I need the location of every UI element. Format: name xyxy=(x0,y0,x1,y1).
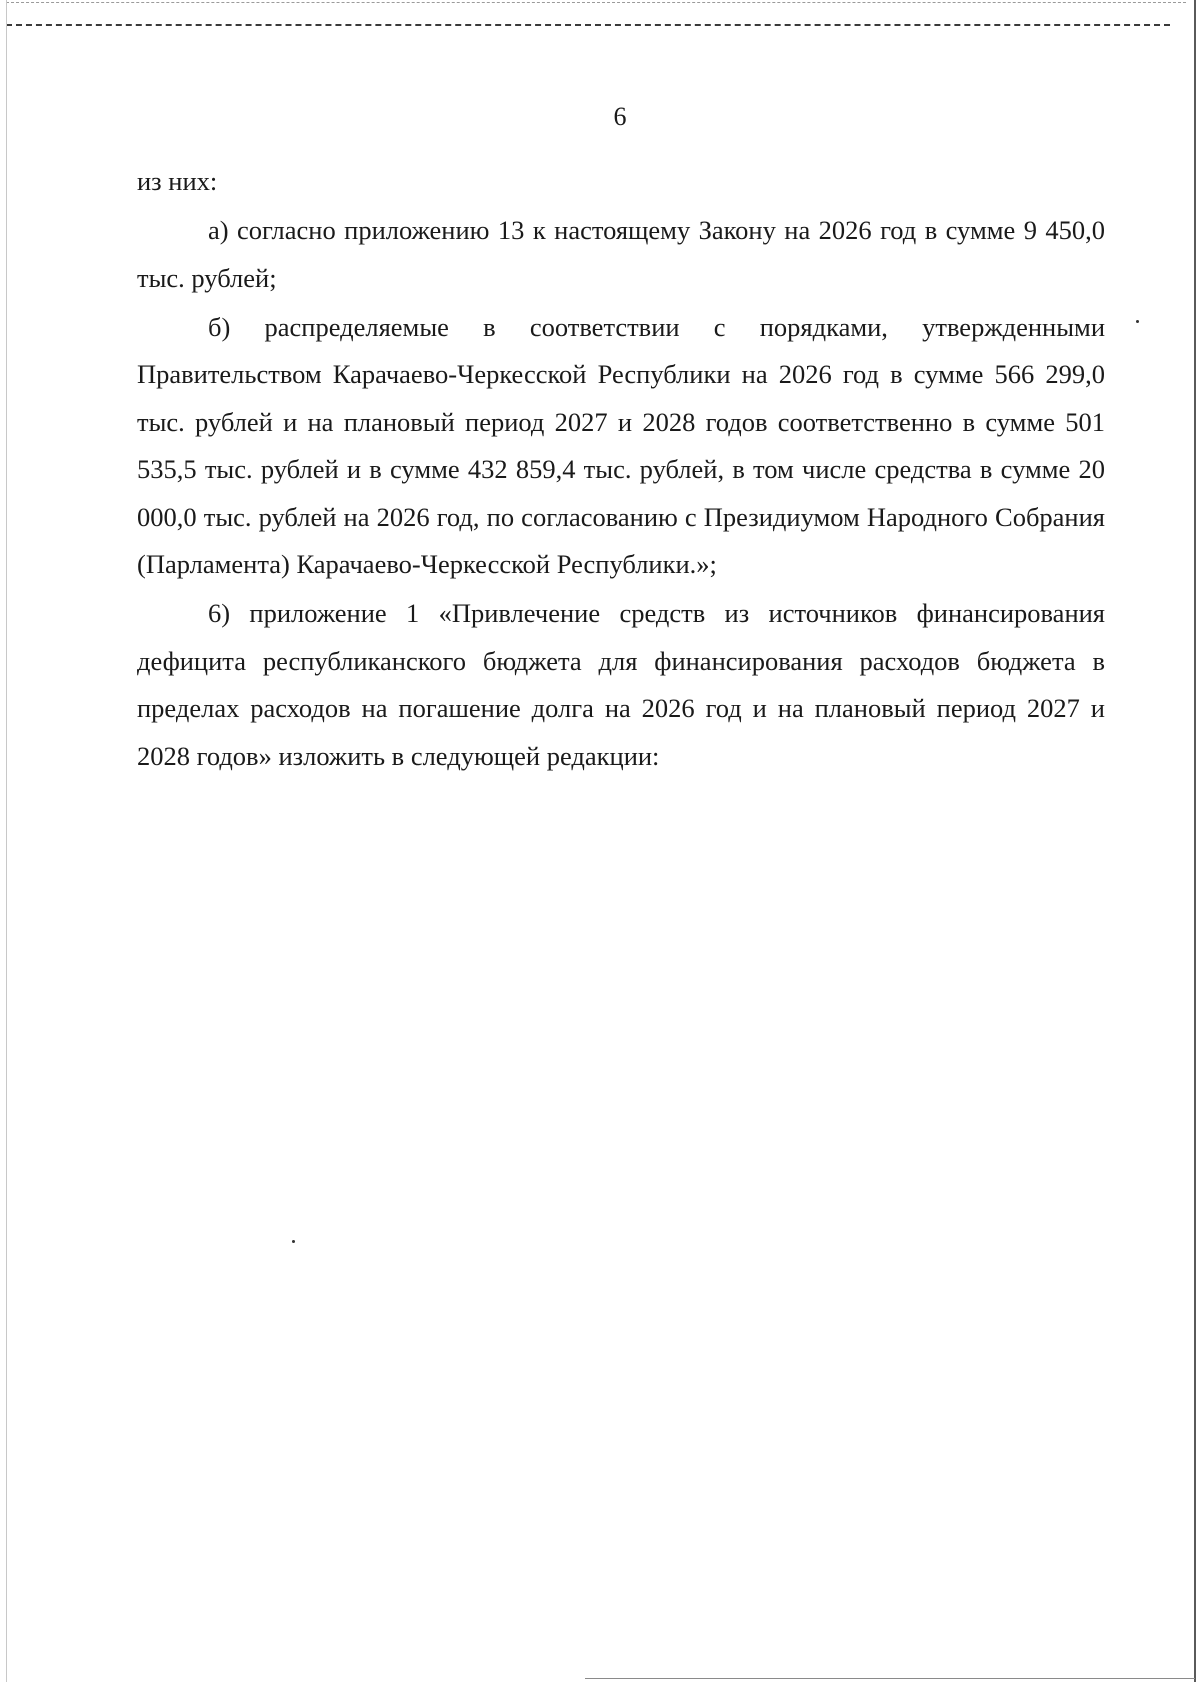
paragraph-item-b: б) распределяемые в соответствии с порядками, утвержденными Правительством Карачаево-Черкесской Республики на 2026 год в сумме 566 299,0 тыс. рублей и на плановый период 2027 и 2028 годов соответственно в сумме 501 535,5 тыс. рублей и в сумме 432 859,4 тыс. рублей, в том числе средства в сумме 20 000,0 тыс. рублей на 2026 год, по согласованию с Президиумом Народного Собрания (Парламента) Карачаево-Черкесской Республики.»; xyxy=(137,311,1105,579)
document-body xyxy=(137,158,1105,782)
scan-top-edge xyxy=(6,2,1186,3)
scan-bottom-edge xyxy=(585,1678,1195,1679)
scan-speck xyxy=(292,1240,295,1243)
scan-right-edge xyxy=(1194,0,1196,1682)
scan-top-line xyxy=(6,24,1170,26)
scan-speck xyxy=(1136,320,1139,323)
scan-left-edge xyxy=(6,0,7,1682)
page-number: 6 xyxy=(613,102,627,131)
paragraph-item-a: а) согласно приложению 13 к настоящему Закону на 2026 год в сумме 9 450,0 тыс. рублей; xyxy=(137,215,1105,293)
paragraph-item-6: 6) приложение 1 «Привлечение средств из источников финансирования дефицита республиканского бюджета для финансирования расходов бюджета в пределах расходов на погашение долга на 2026 год и на плановый период 2027 и 2028 годов» изложить в следующей редакции: xyxy=(137,598,1105,771)
paragraph-intro: из них: xyxy=(137,166,218,196)
